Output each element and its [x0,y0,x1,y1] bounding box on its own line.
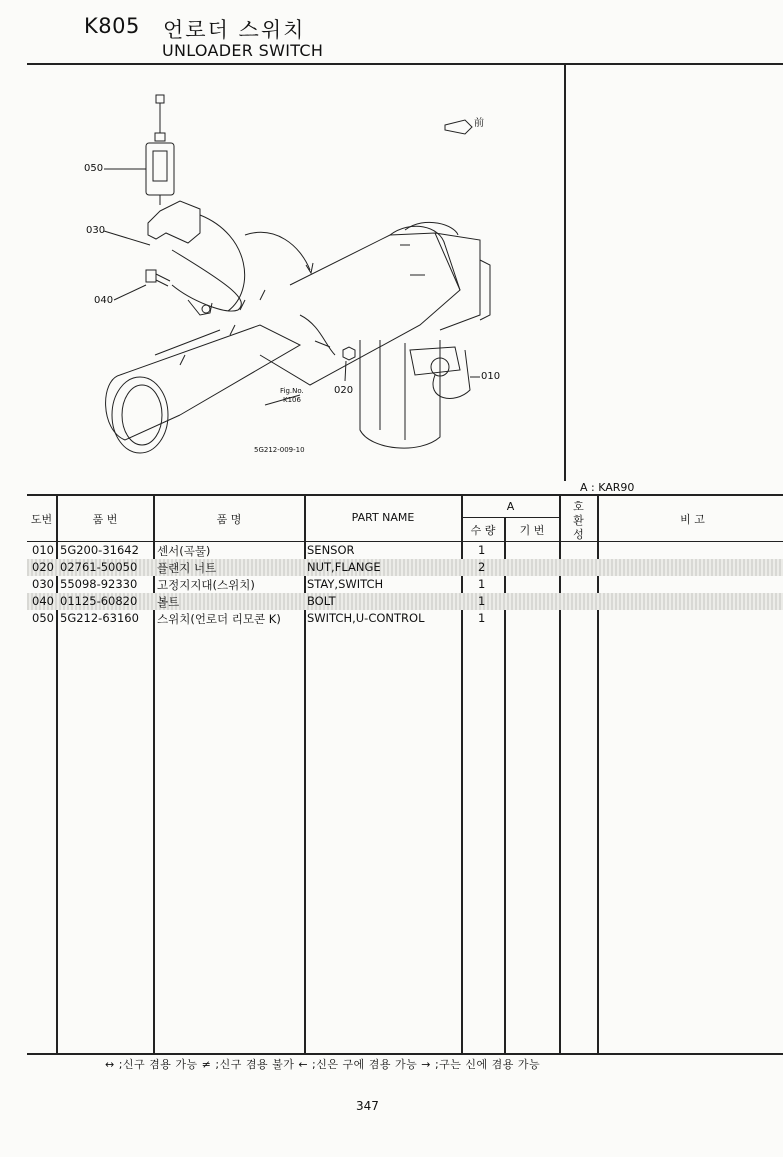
cell-qty: 1 [478,577,486,591]
cell-part-name: STAY,SWITCH [307,577,384,591]
fig-ref-number: K106 [283,396,301,404]
cell-no: 020 [32,560,54,574]
section-code: K805 [84,14,140,38]
callout-010: 010 [481,371,501,382]
cell-part-name: SENSOR [307,543,355,557]
header-qty: 수 량 [470,524,496,537]
callout-040: 040 [94,295,114,306]
model-note: A : KAR90 [580,481,635,494]
exploded-diagram [60,85,560,465]
direction-mark: 前 [474,118,484,129]
cell-name-ko: 볼트 [157,595,180,609]
cell-no: 030 [32,577,54,591]
cell-no: 010 [32,543,54,557]
diagram-divider [564,63,566,481]
header-base: 기 번 [519,524,545,537]
callout-020: 020 [334,385,354,396]
cell-no: 050 [32,611,54,625]
cell-part-no: 02761-50050 [60,560,138,574]
header-remarks: 비 고 [680,513,705,526]
table-row [27,542,783,559]
title-korean: 언로더 스위치 [163,18,306,42]
group-a-rule [461,517,560,518]
cell-part-name: BOLT [307,594,336,608]
table-top-rule [27,494,783,496]
header-compat: 환 [573,514,584,527]
title-english: UNLOADER SWITCH [162,41,324,60]
header-part-name: PART NAME [351,511,415,524]
cell-qty: 2 [478,560,486,574]
callout-030: 030 [86,225,106,236]
page-number: 347 [356,1099,379,1113]
cell-part-name: NUT,FLANGE [307,560,381,574]
callout-050: 050 [84,163,104,174]
header-group-a: A [506,500,515,513]
compatibility-legend: ↔ ;신구 겸용 가능 ≠ ;신구 겸용 불가 ← ;신은 구에 겸용 가능 → ;구는 신에 겸용 가능 [105,1058,541,1071]
fig-ref-label: Fig.No. [280,387,304,395]
cell-part-no: 5G212-63160 [60,611,139,625]
header-part-no: 품 번 [92,513,118,526]
cell-part-no: 5G200-31642 [60,543,139,557]
table-row [27,559,783,576]
cell-name-ko: 스위치(언로더 리모콘 K) [157,612,281,626]
cell-qty: 1 [478,594,486,608]
drawing-code: 5G212-009-10 [254,446,305,454]
cell-name-ko: 센서(곡물) [157,544,211,558]
cell-part-no: 55098-92330 [60,577,138,591]
cell-part-no: 01125-60820 [60,594,138,608]
cell-name-ko: 고정지지대(스위치) [157,578,255,592]
cell-name-ko: 플랜지 너트 [157,561,217,575]
table-row [27,593,783,610]
header-no: 도번 [30,513,53,526]
cell-qty: 1 [478,543,486,557]
header-compat: 호 [573,500,584,513]
table-bottom-rule [27,1053,783,1055]
header-compat: 성 [573,528,584,541]
header-rule [27,63,783,65]
cell-qty: 1 [478,611,486,625]
table-row [27,576,783,593]
cell-no: 040 [32,594,54,608]
table-row [27,610,783,627]
cell-part-name: SWITCH,U-CONTROL [307,611,425,625]
header-name-ko: 품 명 [216,513,242,526]
